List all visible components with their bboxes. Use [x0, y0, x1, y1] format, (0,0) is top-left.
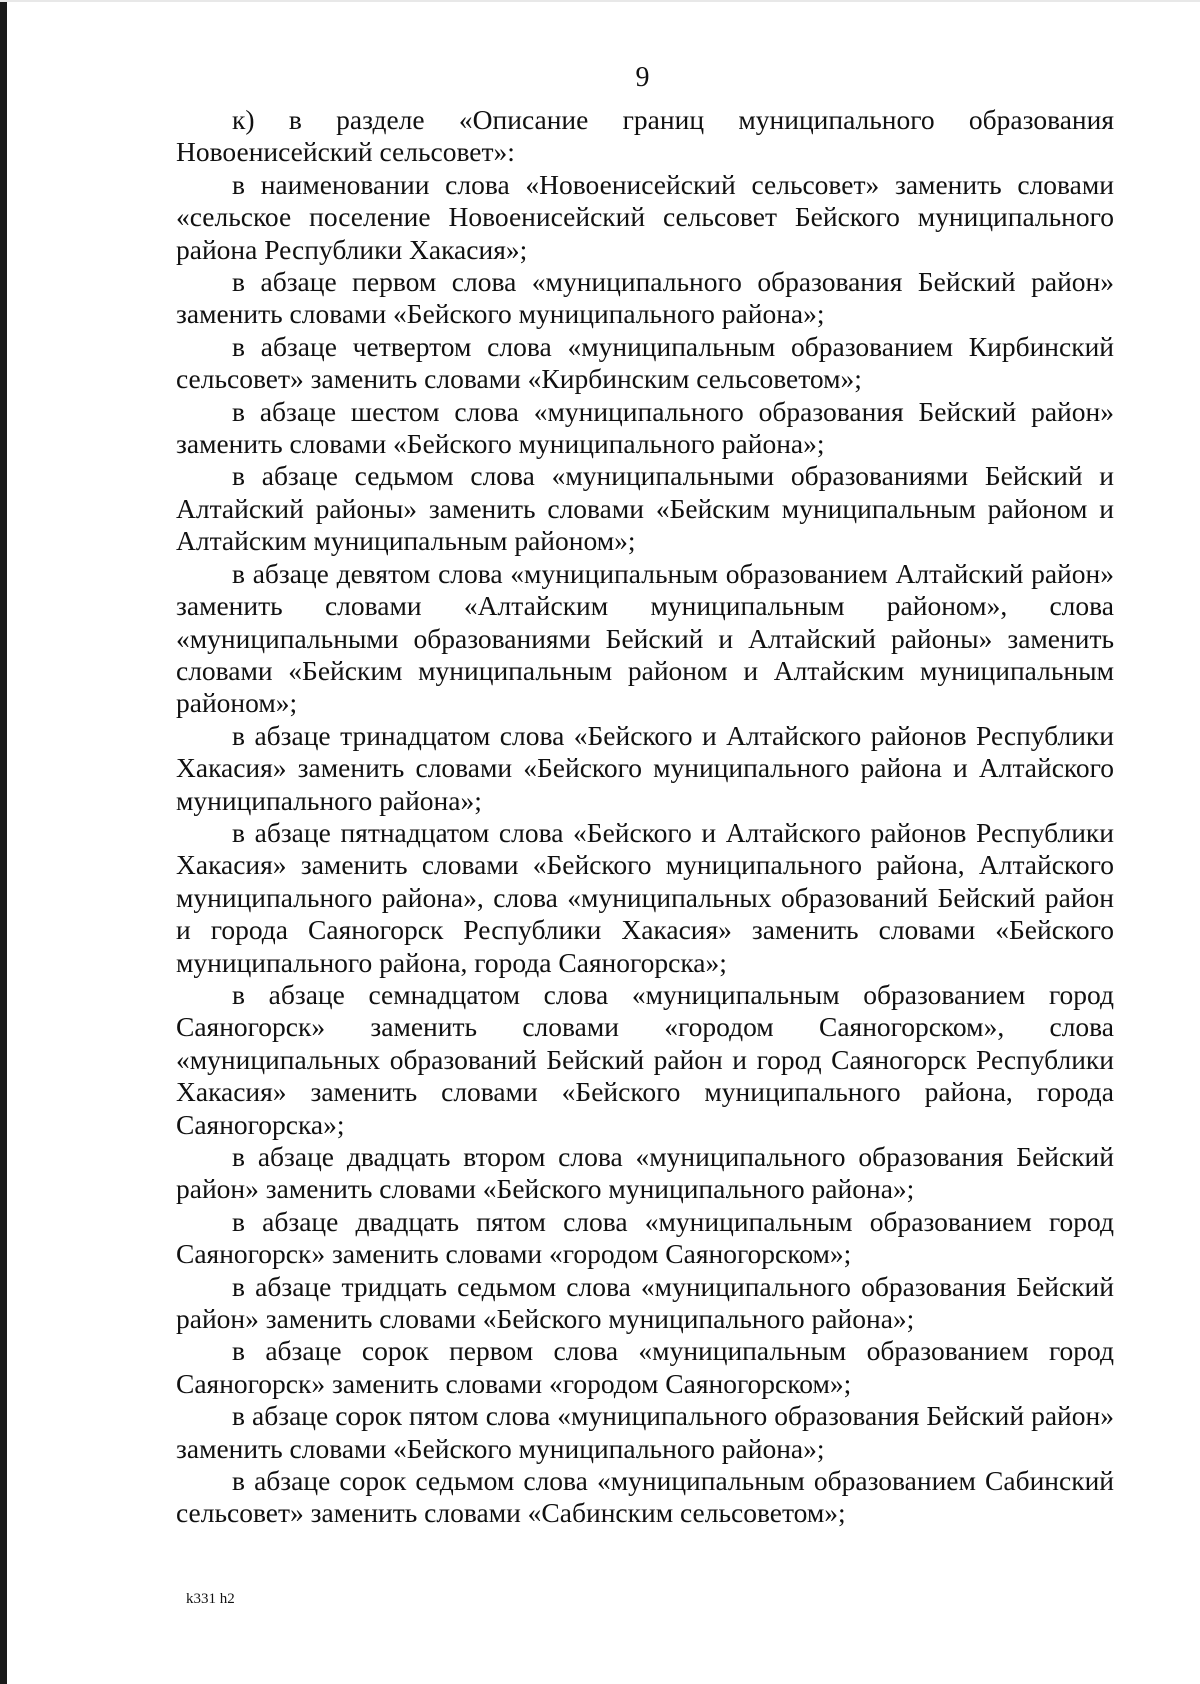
- paragraph: к) в разделе «Описание границ муниципального образования Новоенисейский сельсовет»:: [176, 104, 1114, 168]
- scan-edge-top: [0, 0, 1200, 2]
- paragraph: в абзаце шестом слова «муниципального образования Бейский район» заменить словами «Бейского муниципального района»;: [176, 395, 1114, 460]
- paragraph: в абзаце сорок пятом слова «муниципального образования Бейский район» заменить словами «Бейского муниципального района»;: [176, 1400, 1114, 1464]
- paragraph: в абзаце сорок первом слова «муниципальным образованием город Саяногорск» заменить словами «городом Саяногорском»;: [176, 1335, 1114, 1399]
- paragraph: в абзаце пятнадцатом слова «Бейского и Алтайского районов Республики Хакасия» заменить словами «Бейского муниципального района, Алтайского муниципального района», слова «муниципальных образований Бейский район и города Саяногорск Республики Хакасия» заменить словами «Бейского муниципального района, города Саяногорска»;: [176, 816, 1114, 978]
- paragraph: в абзаце первом слова «муниципального образования Бейский район» заменить словами «Бейского муниципального района»;: [176, 266, 1114, 330]
- paragraph: в абзаце девятом слова «муниципальным образованием Алтайский район» заменить словами «Алтайским муниципальным районом», слова «муниципальными образованиями Бейский и Алтайский районы» заменить словами «Бейским муниципальным районом и Алтайским муниципальным районом»;: [176, 557, 1114, 719]
- paragraph: в абзаце четвертом слова «муниципальным образованием Кирбинский сельсовет» заменить словами «Кирбинским сельсоветом»;: [176, 330, 1114, 395]
- page-number: 9: [635, 62, 650, 93]
- paragraph: в абзаце двадцать пятом слова «муниципальным образованием город Саяногорск» заменить словами «городом Саяногорском»;: [176, 1205, 1114, 1270]
- paragraph: в абзаце седьмом слова «муниципальными образованиями Бейский и Алтайский районы» заменить словами «Бейским муниципальным районом и Алтайским муниципальным районом»;: [176, 460, 1114, 557]
- paragraph: в наименовании слова «Новоенисейский сельсовет» заменить словами «сельское поселение Новоенисейский сельсовет Бейского муниципального района Республики Хакасия»;: [176, 168, 1114, 265]
- paragraph: в абзаце сорок седьмом слова «муниципальным образованием Сабинский сельсовет» заменить словами «Сабинским сельсоветом»;: [176, 1465, 1114, 1529]
- paragraph: в абзаце двадцать втором слова «муниципального образования Бейский район» заменить словами «Бейского муниципального района»;: [176, 1141, 1114, 1205]
- footer-code: k331 h2: [186, 1591, 235, 1607]
- paragraph: в абзаце тридцать седьмом слова «муниципального образования Бейский район» заменить словами «Бейского муниципального района»;: [176, 1270, 1114, 1335]
- document-body: [176, 104, 1114, 1530]
- paragraph: в абзаце семнадцатом слова «муниципальным образованием город Саяногорск» заменить словами «городом Саяногорском», слова «муниципальных образований Бейский район и город Саяногорск Республики Хакасия» заменить словами «Бейского муниципального района, города Саяногорска»;: [176, 978, 1114, 1140]
- paragraph: в абзаце тринадцатом слова «Бейского и Алтайского районов Республики Хакасия» заменить словами «Бейского муниципального района и Алтайского муниципального района»;: [176, 719, 1114, 816]
- scan-edge: [0, 0, 7, 1684]
